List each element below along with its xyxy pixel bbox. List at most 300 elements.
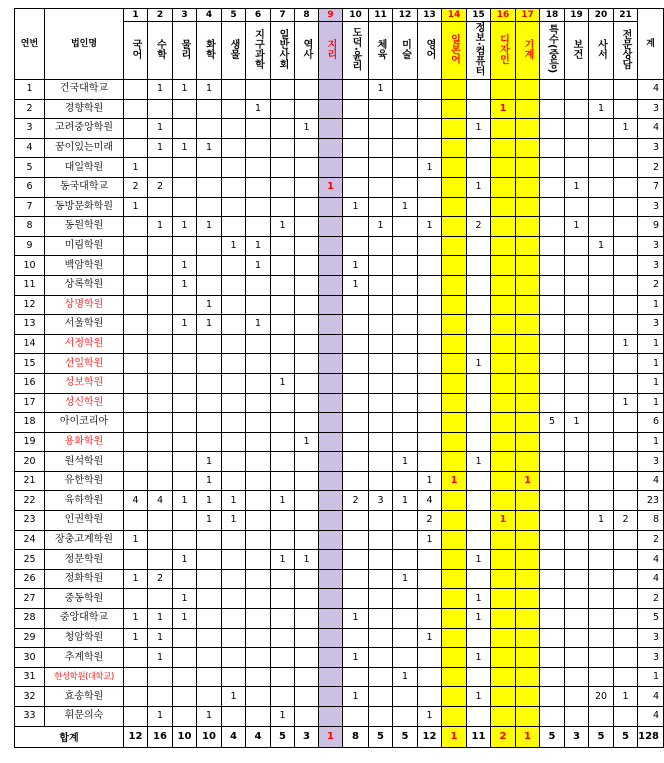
count-cell	[173, 667, 197, 687]
count-cell: 1	[124, 609, 148, 629]
count-cell	[467, 334, 491, 354]
count-cell	[540, 530, 565, 550]
count-cell	[614, 99, 638, 119]
count-cell: 1	[197, 80, 222, 100]
total-cell: 12	[418, 726, 442, 747]
count-cell	[319, 217, 343, 237]
count-cell	[343, 373, 369, 393]
count-cell	[271, 471, 295, 491]
row-total: 3	[638, 256, 664, 276]
count-cell	[369, 667, 393, 687]
row-no: 20	[15, 452, 45, 472]
count-cell: 1	[197, 491, 222, 511]
count-cell	[319, 667, 343, 687]
count-cell	[614, 275, 638, 295]
count-cell	[442, 609, 467, 629]
count-cell	[271, 334, 295, 354]
count-cell	[516, 432, 540, 452]
count-cell: 1	[173, 138, 197, 158]
count-cell	[271, 177, 295, 197]
count-cell	[442, 628, 467, 648]
row-no: 22	[15, 491, 45, 511]
count-cell	[516, 177, 540, 197]
count-cell	[565, 589, 589, 609]
count-cell	[124, 275, 148, 295]
count-cell	[173, 373, 197, 393]
count-cell	[124, 648, 148, 668]
subject-number: 4	[197, 9, 222, 22]
count-cell	[246, 707, 271, 727]
subject-label: 정보·컴퓨터	[473, 22, 484, 76]
subject-header	[197, 22, 222, 80]
count-cell	[467, 628, 491, 648]
subject-label: 기계	[522, 39, 533, 59]
count-cell	[516, 256, 540, 276]
count-cell	[271, 589, 295, 609]
count-cell: 1	[271, 373, 295, 393]
count-cell	[295, 256, 319, 276]
count-cell	[442, 177, 467, 197]
count-cell	[343, 80, 369, 100]
count-cell	[540, 550, 565, 570]
subject-number: 3	[173, 9, 197, 22]
count-cell	[246, 530, 271, 550]
count-cell: 1	[173, 609, 197, 629]
count-cell	[319, 158, 343, 178]
count-cell	[565, 354, 589, 374]
corporation-name: 청암학원	[45, 628, 124, 648]
count-cell	[540, 569, 565, 589]
count-cell	[516, 295, 540, 315]
count-cell	[491, 236, 516, 256]
table-row	[15, 256, 664, 276]
count-cell: 1	[295, 432, 319, 452]
header-name: 법인명	[45, 9, 124, 80]
row-total: 23	[638, 491, 664, 511]
count-cell	[295, 236, 319, 256]
count-cell	[222, 119, 246, 139]
row-no: 21	[15, 471, 45, 491]
count-cell	[516, 413, 540, 433]
count-cell	[222, 413, 246, 433]
subject-label: 생물	[228, 39, 239, 59]
row-no: 19	[15, 432, 45, 452]
subject-label: 영어	[424, 39, 435, 59]
count-cell	[491, 373, 516, 393]
table-row	[15, 687, 664, 707]
count-cell	[442, 373, 467, 393]
count-cell	[393, 177, 418, 197]
count-cell	[148, 550, 173, 570]
count-cell	[246, 609, 271, 629]
total-cell: 1	[442, 726, 467, 747]
count-cell	[319, 452, 343, 472]
subject-label: 수학	[154, 39, 166, 59]
count-cell: 1	[148, 609, 173, 629]
count-cell	[516, 373, 540, 393]
row-no: 28	[15, 609, 45, 629]
count-cell	[319, 256, 343, 276]
count-cell	[246, 177, 271, 197]
count-cell	[565, 687, 589, 707]
count-cell	[589, 569, 614, 589]
count-cell	[343, 295, 369, 315]
count-cell	[516, 158, 540, 178]
count-cell	[418, 99, 442, 119]
count-cell: 1	[197, 452, 222, 472]
table-row	[15, 393, 664, 413]
count-cell	[565, 119, 589, 139]
count-cell	[393, 687, 418, 707]
count-cell	[442, 275, 467, 295]
count-cell	[343, 471, 369, 491]
count-cell: 1	[589, 99, 614, 119]
count-cell	[393, 119, 418, 139]
count-cell	[295, 609, 319, 629]
count-cell	[295, 452, 319, 472]
count-cell	[271, 393, 295, 413]
count-cell	[491, 530, 516, 550]
count-cell	[148, 373, 173, 393]
count-cell	[442, 217, 467, 237]
corporation-name: 고려중앙학원	[45, 119, 124, 139]
row-total: 1	[638, 373, 664, 393]
count-cell	[516, 99, 540, 119]
count-cell	[614, 413, 638, 433]
count-cell	[540, 687, 565, 707]
row-no: 9	[15, 236, 45, 256]
count-cell	[516, 197, 540, 217]
subject-number: 8	[295, 9, 319, 22]
count-cell	[295, 99, 319, 119]
subject-number: 2	[148, 9, 173, 22]
count-cell	[319, 295, 343, 315]
count-cell	[222, 158, 246, 178]
count-cell: 1	[565, 217, 589, 237]
count-cell	[491, 569, 516, 589]
count-cell	[418, 452, 442, 472]
count-cell	[319, 550, 343, 570]
corporation-name: 휘문의숙	[45, 707, 124, 727]
count-cell	[589, 648, 614, 668]
count-cell	[148, 334, 173, 354]
count-cell	[319, 648, 343, 668]
count-cell	[589, 295, 614, 315]
subject-header	[467, 22, 491, 80]
count-cell	[393, 275, 418, 295]
total-cell: 5	[614, 726, 638, 747]
count-cell	[369, 550, 393, 570]
count-cell	[418, 373, 442, 393]
total-cell: 11	[467, 726, 491, 747]
count-cell	[148, 99, 173, 119]
count-cell	[442, 138, 467, 158]
count-cell	[124, 589, 148, 609]
count-cell	[393, 334, 418, 354]
table-row	[15, 550, 664, 570]
count-cell	[589, 217, 614, 237]
count-cell	[442, 432, 467, 452]
count-cell	[319, 589, 343, 609]
count-cell	[614, 177, 638, 197]
subject-number: 20	[589, 9, 614, 22]
subject-number: 19	[565, 9, 589, 22]
count-cell	[173, 158, 197, 178]
count-cell	[369, 236, 393, 256]
count-cell	[173, 452, 197, 472]
count-cell	[197, 667, 222, 687]
count-cell	[467, 236, 491, 256]
count-cell	[319, 491, 343, 511]
row-total: 3	[638, 236, 664, 256]
count-cell	[540, 334, 565, 354]
table-row	[15, 589, 664, 609]
table-row	[15, 452, 664, 472]
count-cell	[540, 511, 565, 531]
table-row	[15, 530, 664, 550]
corporation-name: 아이코리아	[45, 413, 124, 433]
count-cell	[271, 315, 295, 335]
count-cell	[516, 393, 540, 413]
count-cell	[614, 707, 638, 727]
count-cell	[467, 138, 491, 158]
row-total: 1	[638, 667, 664, 687]
corporation-name: 동원학원	[45, 217, 124, 237]
count-cell: 1	[222, 491, 246, 511]
count-cell: 1	[124, 628, 148, 648]
count-cell: 1	[173, 256, 197, 276]
count-cell	[516, 354, 540, 374]
row-total: 4	[638, 471, 664, 491]
count-cell	[418, 236, 442, 256]
count-cell	[491, 256, 516, 276]
count-cell	[467, 667, 491, 687]
count-cell	[197, 275, 222, 295]
count-cell	[343, 452, 369, 472]
count-cell	[418, 197, 442, 217]
subject-number: 5	[222, 9, 246, 22]
count-cell	[319, 99, 343, 119]
count-cell	[516, 138, 540, 158]
count-cell	[343, 217, 369, 237]
count-cell	[565, 452, 589, 472]
count-cell: 1	[418, 217, 442, 237]
count-cell: 1	[467, 452, 491, 472]
count-cell	[148, 667, 173, 687]
count-cell	[295, 511, 319, 531]
row-total: 8	[638, 511, 664, 531]
count-cell	[393, 80, 418, 100]
count-cell	[319, 628, 343, 648]
count-cell	[246, 80, 271, 100]
row-no: 32	[15, 687, 45, 707]
count-cell: 1	[343, 687, 369, 707]
table-row	[15, 413, 664, 433]
subject-header	[295, 22, 319, 80]
count-cell: 1	[516, 471, 540, 491]
count-cell	[222, 471, 246, 491]
count-cell: 5	[540, 413, 565, 433]
count-cell	[197, 648, 222, 668]
count-cell	[319, 334, 343, 354]
count-cell	[491, 432, 516, 452]
count-cell	[516, 275, 540, 295]
count-cell	[343, 667, 369, 687]
subject-header	[418, 22, 442, 80]
count-cell: 1	[369, 80, 393, 100]
count-cell	[222, 197, 246, 217]
count-cell	[222, 217, 246, 237]
total-cell: 16	[148, 726, 173, 747]
count-cell	[222, 667, 246, 687]
count-cell	[418, 256, 442, 276]
count-cell	[565, 197, 589, 217]
count-cell	[271, 119, 295, 139]
row-no: 15	[15, 354, 45, 374]
row-no: 1	[15, 80, 45, 100]
count-cell	[319, 373, 343, 393]
count-cell	[369, 138, 393, 158]
count-cell	[516, 491, 540, 511]
count-cell	[271, 413, 295, 433]
total-cell: 5	[271, 726, 295, 747]
count-cell	[491, 628, 516, 648]
count-cell	[516, 589, 540, 609]
row-no: 24	[15, 530, 45, 550]
count-cell	[271, 80, 295, 100]
count-cell	[565, 158, 589, 178]
subject-header	[589, 22, 614, 80]
table-row	[15, 667, 664, 687]
count-cell	[271, 628, 295, 648]
count-cell	[467, 373, 491, 393]
count-cell	[418, 119, 442, 139]
subject-header	[540, 22, 565, 80]
count-cell	[197, 119, 222, 139]
row-no: 7	[15, 197, 45, 217]
count-cell	[393, 315, 418, 335]
count-cell	[343, 177, 369, 197]
count-cell	[516, 80, 540, 100]
count-cell: 1	[197, 315, 222, 335]
count-cell	[173, 393, 197, 413]
count-cell	[442, 315, 467, 335]
table-row	[15, 138, 664, 158]
count-cell	[442, 491, 467, 511]
corporation-name: 성신학원	[45, 393, 124, 413]
count-cell	[173, 99, 197, 119]
count-cell	[222, 432, 246, 452]
count-cell	[565, 334, 589, 354]
corporation-name: 효송학원	[45, 687, 124, 707]
count-cell	[589, 707, 614, 727]
count-cell	[295, 275, 319, 295]
count-cell	[343, 550, 369, 570]
count-cell	[491, 158, 516, 178]
count-cell	[393, 393, 418, 413]
count-cell: 1	[173, 491, 197, 511]
subject-number: 13	[418, 9, 442, 22]
count-cell	[295, 354, 319, 374]
subject-header	[124, 22, 148, 80]
count-cell	[148, 197, 173, 217]
count-cell	[589, 119, 614, 139]
count-cell	[148, 158, 173, 178]
count-cell	[589, 667, 614, 687]
count-cell	[271, 609, 295, 629]
subject-number: 16	[491, 9, 516, 22]
corporation-name: 선일학원	[45, 354, 124, 374]
subject-number: 21	[614, 9, 638, 22]
count-cell	[271, 432, 295, 452]
count-cell	[197, 609, 222, 629]
count-cell	[124, 256, 148, 276]
count-cell	[271, 511, 295, 531]
count-cell	[369, 589, 393, 609]
count-cell	[565, 393, 589, 413]
count-cell	[222, 628, 246, 648]
count-cell	[197, 687, 222, 707]
count-cell	[369, 99, 393, 119]
count-cell	[491, 609, 516, 629]
count-cell	[540, 432, 565, 452]
total-cell: 5	[393, 726, 418, 747]
count-cell	[295, 471, 319, 491]
count-cell	[295, 491, 319, 511]
row-no: 13	[15, 315, 45, 335]
count-cell	[393, 530, 418, 550]
count-cell	[614, 197, 638, 217]
count-cell	[319, 80, 343, 100]
count-cell	[173, 511, 197, 531]
count-cell: 1	[246, 236, 271, 256]
count-cell	[393, 707, 418, 727]
corporation-name: 상명학원	[45, 295, 124, 315]
count-cell	[148, 687, 173, 707]
count-cell	[393, 373, 418, 393]
count-cell	[271, 99, 295, 119]
count-cell	[295, 687, 319, 707]
count-cell: 1	[173, 589, 197, 609]
count-cell	[173, 119, 197, 139]
corporation-name: 원석학원	[45, 452, 124, 472]
corporation-name: 백암학원	[45, 256, 124, 276]
count-cell	[246, 648, 271, 668]
count-cell	[222, 138, 246, 158]
table-row	[15, 373, 664, 393]
count-cell: 1	[467, 119, 491, 139]
count-cell: 1	[124, 197, 148, 217]
count-cell	[319, 315, 343, 335]
count-cell	[589, 373, 614, 393]
row-no: 25	[15, 550, 45, 570]
totals-label: 합계	[15, 726, 124, 747]
count-cell	[369, 295, 393, 315]
total-cell: 12	[124, 726, 148, 747]
count-cell: 1	[589, 511, 614, 531]
count-cell	[516, 236, 540, 256]
count-cell: 1	[246, 256, 271, 276]
count-cell	[173, 628, 197, 648]
table-row	[15, 569, 664, 589]
count-cell	[589, 197, 614, 217]
total-cell: 3	[565, 726, 589, 747]
row-total: 3	[638, 628, 664, 648]
corporation-name: 경향학원	[45, 99, 124, 119]
count-cell	[467, 295, 491, 315]
count-cell	[540, 609, 565, 629]
count-cell	[369, 511, 393, 531]
